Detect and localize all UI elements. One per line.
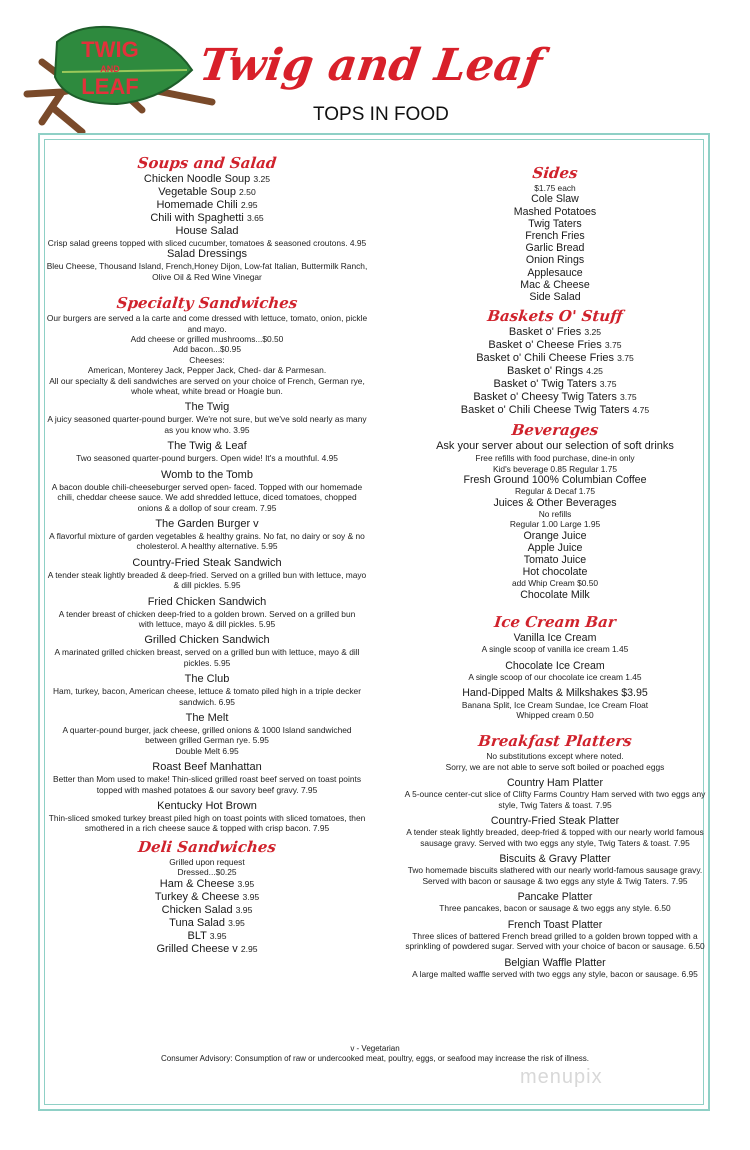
item-text: Free refills with food purchase, dine-in only: [475, 453, 635, 464]
menu-item: [46, 930, 368, 943]
section-specialty-sandwiches: [46, 294, 368, 834]
item-text: Thin-sliced smoked turkey breast piled high on toast points with sliced tomatoes, then smothered in a rich cheese sauce & topped with crisp bacon. 7.95: [48, 813, 366, 834]
item-description: [46, 725, 368, 746]
item-text: A bacon double chili-cheeseburger served open- faced. Topped with our homemade chili, cheddar cheese sauce. We add shredded lettuce, diced tomatoes, chopped onions & a dollop of sour cream. 7.95: [51, 481, 363, 513]
item-description: [402, 578, 708, 588]
menu-item: [402, 660, 708, 672]
menu-item: [46, 248, 368, 261]
menu-item: [402, 365, 708, 378]
menu-item: [402, 291, 708, 303]
item-description: [402, 827, 708, 848]
item-text: Turkey & Cheese: [154, 890, 240, 903]
menu-item: [402, 919, 708, 931]
item-price: 4.75: [632, 405, 650, 416]
item-description: [46, 609, 368, 619]
section-title: Deli Sandwiches: [137, 837, 277, 856]
item-text: Biscuits & Gravy Platter: [499, 853, 611, 866]
item-text: The Club: [184, 673, 230, 686]
menu-item: [46, 761, 368, 774]
item-text: The Twig: [184, 401, 230, 414]
item-description: [46, 619, 368, 629]
item-description: [46, 238, 368, 248]
menu-item: [402, 554, 708, 566]
menu-item: [402, 687, 708, 699]
item-text: Better than Mom used to make! Thin-sliced grilled roast beef served on toast points topped with mashed potatoes & our savory beef gravy. 7.95: [52, 774, 362, 795]
item-description: [46, 261, 368, 282]
item-description: [46, 570, 368, 591]
section-title: Baskets O' Stuff: [486, 307, 624, 326]
menu-item: [402, 254, 708, 266]
menu-item: [46, 800, 368, 813]
item-text: Ham & Cheese: [159, 877, 235, 890]
item-text: Tomato Juice: [523, 554, 587, 567]
left-column: [46, 150, 368, 956]
item-text: Double Melt 6.95: [175, 745, 239, 756]
item-text: No substitutions except where noted.: [486, 751, 624, 762]
item-text: Banana Split, Ice Cream Sundae, Ice Cream Float: [461, 699, 649, 710]
menu-item: [46, 186, 368, 199]
item-description: [402, 751, 708, 761]
menu-item: [402, 777, 708, 789]
item-text: Chicken Noodle Soup: [143, 173, 251, 185]
menu-item: [402, 230, 708, 242]
item-text: All our specialty & deli sandwiches are served on your choice of French, German rye, whole wheat, white bread or Hoagie bun.: [49, 375, 365, 397]
item-text: Onion Rings: [525, 254, 585, 267]
item-description: [402, 789, 708, 810]
item-description: [46, 867, 368, 877]
section-ice-cream-bar: [402, 613, 708, 720]
item-text: Bleu Cheese, Thousand Island, French,Honey Dijon, Low-fat Italian, Buttermilk Ranch, Olive Oil & Red Wine Vinegar: [46, 261, 368, 282]
menu-item: [402, 242, 708, 254]
item-text: with lettuce, mayo & dill pickles. 5.95: [138, 618, 276, 629]
menu-item: [402, 378, 708, 391]
item-price: 3.95: [242, 891, 260, 902]
menu-item: [402, 632, 708, 644]
svg-text:TWIG: TWIG: [81, 37, 139, 62]
menu-item: [402, 352, 708, 365]
item-text: Ask your server about our selection of soft drinks: [436, 440, 674, 453]
section-soups-and-salad: [46, 154, 368, 282]
item-text: Basket o' Cheese Fries: [488, 339, 602, 352]
section-sides: [402, 164, 708, 303]
item-description: [402, 931, 708, 952]
item-text: Mac & Cheese: [520, 278, 590, 291]
item-price: 3.95: [237, 878, 255, 889]
item-price: 3.75: [604, 340, 622, 351]
item-text: Chocolate Ice Cream: [505, 659, 605, 672]
item-description: [402, 865, 708, 886]
menu-item: [46, 518, 368, 531]
item-description: [402, 486, 708, 496]
item-price: 4.25: [586, 366, 603, 377]
menu-item: [46, 557, 368, 570]
item-text: Country Ham Platter: [507, 777, 603, 790]
item-description: [46, 647, 368, 668]
item-text: Pancake Platter: [517, 891, 593, 904]
item-text: French Toast Platter: [507, 918, 603, 931]
item-text: Cheeses:: [189, 354, 225, 365]
item-price: 3.25: [584, 327, 602, 338]
item-description: [402, 672, 708, 682]
item-description: [46, 813, 368, 834]
menu-item: [402, 206, 708, 218]
item-description: [402, 969, 708, 979]
item-text: French Fries: [525, 230, 585, 243]
section-title: Soups and Salad: [136, 154, 278, 172]
item-text: Fried Chicken Sandwich: [147, 595, 267, 608]
item-text: Womb to the Tomb: [161, 468, 253, 481]
item-text: Grilled upon request: [169, 856, 245, 867]
item-price: 3.95: [228, 917, 245, 928]
item-text: American, Monterey Jack, Pepper Jack, Ched- dar & Parmesan.: [87, 365, 327, 376]
item-description: [46, 857, 368, 867]
item-text: Country-Fried Steak Platter: [490, 815, 620, 828]
item-text: No refills: [538, 508, 572, 519]
item-text: A single scoop of vanilla ice cream 1.45: [481, 644, 629, 655]
item-text: Basket o' Fries: [508, 326, 582, 339]
section-title: Ice Cream Bar: [493, 613, 617, 632]
menu-item: [46, 673, 368, 686]
item-text: Orange Juice: [523, 529, 587, 542]
item-text: Ham, turkey, bacon, American cheese, lettuce & tomato piled high in a triple decker sandwich. 6.95: [52, 686, 362, 707]
menu-item: [402, 815, 708, 827]
menu-item: [402, 853, 708, 865]
item-text: Sorry, we are not able to serve soft boiled or poached eggs: [445, 761, 665, 772]
item-description: [46, 746, 368, 756]
item-text: Juices & Other Beverages: [493, 496, 617, 509]
menu-item: [402, 957, 708, 969]
item-description: [46, 355, 368, 365]
item-description: [402, 464, 708, 474]
item-text: Whipped cream 0.50: [516, 709, 594, 720]
item-text: Chocolate Milk: [520, 588, 590, 601]
item-price: 3.25: [253, 174, 271, 184]
menu-item: [402, 326, 708, 339]
item-description: [402, 903, 708, 913]
menu-item: [46, 878, 368, 891]
item-text: Vegetable Soup: [158, 186, 236, 198]
menu-item: [402, 566, 708, 578]
item-description: [46, 313, 368, 334]
menu-item: [46, 199, 368, 212]
item-text: Three slices of battered French bread grilled to a golden brown topped with a sprinkling of powdered sugar. Served with your choice of bacon or sausage. 6.50: [405, 931, 705, 952]
item-text: A tender breast of chicken deep-fried to a golden brown. Served on a grilled bun: [58, 608, 356, 619]
menu-item: [46, 943, 368, 956]
item-text: Belgian Waffle Platter: [504, 956, 606, 969]
menu-item: [46, 225, 368, 238]
item-price: 3.95: [235, 904, 253, 915]
menu-item: [402, 542, 708, 554]
vegetarian-legend: v - Vegetarian: [350, 1044, 400, 1053]
section-title: Beverages: [510, 421, 600, 440]
item-description: [402, 700, 708, 710]
twig-and-leaf-logo: [22, 22, 222, 134]
item-description: [46, 774, 368, 795]
item-text: Three pancakes, bacon or sausage & two eggs any style. 6.50: [439, 903, 671, 914]
item-text: Tuna Salad: [169, 916, 226, 929]
item-text: Apple Juice: [527, 541, 583, 554]
section-baskets-o-stuff: [402, 307, 708, 417]
item-text: Country-Fried Steak Sandwich: [132, 556, 282, 569]
item-price: 3.75: [619, 392, 637, 403]
item-text: Garlic Bread: [525, 242, 585, 255]
item-text: A single scoop of our chocolate ice cream 1.45: [468, 671, 642, 682]
watermark: menupix: [520, 1066, 603, 1088]
item-price: 2.95: [240, 200, 258, 210]
item-description: [402, 710, 708, 720]
item-text: Vanilla Ice Cream: [513, 632, 597, 645]
item-text: Regular 1.00 Large 1.95: [509, 519, 601, 530]
item-text: Hot chocolate: [522, 566, 588, 579]
footer: [100, 1044, 650, 1064]
item-text: Roast Beef Manhattan: [152, 761, 262, 774]
item-description: [402, 183, 708, 193]
consumer-advisory: Consumer Advisory: Consumption of raw or undercooked meat, poultry, eggs, or seafood may increase the risk of illness.: [160, 1054, 590, 1063]
item-description: [402, 644, 708, 654]
tagline: TOPS IN FOOD: [313, 104, 449, 125]
item-text: Add cheese or grilled mushrooms...$0.50: [130, 334, 284, 345]
item-price: 3.65: [246, 213, 264, 223]
item-text: Hand-Dipped Malts & Milkshakes $3.95: [462, 687, 648, 700]
item-description: [46, 414, 368, 435]
item-description: [402, 762, 708, 772]
section-title: Sides: [531, 164, 579, 182]
item-text: Add bacon...$0.95: [173, 344, 241, 355]
item-text: Cole Slaw: [531, 193, 579, 206]
menu-item: [402, 193, 708, 205]
item-description: [46, 686, 368, 707]
item-text: A 5-ounce center-cut slice of Clifty Farms Country Ham served with two eggs any style, Twig Taters & toast. 7.95: [404, 789, 706, 810]
menu-item: [402, 339, 708, 352]
item-text: add Whip Cream $0.50: [511, 578, 599, 589]
item-text: Two seasoned quarter-pound burgers. Open wide! It's a mouthful. 4.95: [76, 453, 338, 464]
menu-item: [46, 634, 368, 647]
svg-text:AND: AND: [100, 64, 120, 74]
menu-item: [46, 596, 368, 609]
menu-item: [46, 401, 368, 414]
menu-item: [402, 440, 708, 453]
item-text: Basket o' Twig Taters: [493, 378, 597, 391]
item-text: Chili with Spaghetti: [150, 212, 244, 224]
item-text: A large malted waffle served with two eggs any style, bacon or sausage. 6.95: [412, 969, 698, 980]
item-text: Homemade Chili: [156, 199, 238, 211]
menu-item: [402, 267, 708, 279]
item-text: Twig Taters: [528, 217, 582, 230]
item-text: Chicken Salad: [161, 903, 233, 916]
menu-item: [46, 212, 368, 225]
menu-item: [402, 279, 708, 291]
item-text: Basket o' Cheesy Twig Taters: [473, 391, 617, 404]
item-text: Mashed Potatoes: [513, 205, 597, 218]
item-text: Salad Dressings: [166, 248, 248, 261]
item-text: Basket o' Rings: [507, 365, 584, 378]
section-title: Breakfast Platters: [477, 732, 633, 751]
item-text: House Salad: [175, 225, 239, 237]
item-text: Basket o' Chili Cheese Fries: [476, 352, 615, 365]
section-title: Specialty Sandwiches: [115, 294, 299, 313]
item-text: Fresh Ground 100% Columbian Coffee: [463, 474, 647, 487]
restaurant-title: Twig and Leaf: [196, 40, 546, 91]
section-beverages: [402, 421, 708, 601]
svg-text:LEAF: LEAF: [81, 74, 139, 99]
item-price: 2.95: [240, 943, 258, 954]
item-description: [46, 453, 368, 463]
item-description: [46, 344, 368, 354]
right-column: [402, 160, 708, 979]
item-price: 3.75: [599, 379, 617, 390]
item-text: A tender steak lightly breaded & deep-fried. Served on a grilled bun with lettuce, mayo & dill pickles. 5.95: [47, 569, 367, 591]
item-text: Side Salad: [529, 291, 581, 304]
item-text: A juicy seasoned quarter-pound burger. We're not sure, but we've sold nearly as many as you know who. 3.95: [47, 414, 367, 435]
item-text: Basket o' Chili Cheese Twig Taters: [460, 404, 630, 417]
item-price: 3.95: [209, 930, 227, 941]
item-text: Regular & Decaf 1.75: [514, 486, 596, 497]
item-text: Applesauce: [527, 266, 583, 279]
item-text: Grilled Cheese v: [156, 942, 241, 955]
item-description: [46, 531, 368, 552]
item-text: Our burgers are served a la carte and come dressed with lettuce, tomato, onion, pickle and mayo.: [46, 313, 368, 334]
item-description: [46, 365, 368, 375]
menu-item: [46, 904, 368, 917]
item-text: The Melt: [185, 711, 229, 724]
item-price: 2.50: [239, 187, 256, 197]
item-text: A quarter-pound burger, jack cheese, grilled onions & 1000 Island sandwiched between grilled German rye. 5.95: [62, 724, 352, 746]
menu-item: [46, 173, 368, 186]
menu-item: [46, 712, 368, 725]
item-text: $1.75 each: [534, 183, 576, 193]
menu-item: [46, 440, 368, 453]
item-text: Grilled Chicken Sandwich: [144, 634, 270, 647]
menu-item: [402, 497, 708, 509]
menu-item: [46, 469, 368, 482]
item-text: The Twig & Leaf: [167, 440, 247, 453]
menu-item: [402, 404, 708, 417]
section-breakfast-platters: [402, 732, 708, 979]
item-text: Two homemade biscuits slathered with our nearly world-famous sausage gravy. Served with bacon or sausage & two eggs any style & Twig Taters. 7.95: [407, 865, 703, 886]
item-description: [46, 482, 368, 513]
item-description: [402, 509, 708, 519]
item-price: 3.75: [617, 353, 634, 364]
item-text: A marinated grilled chicken breast, served on a grilled bun with lettuce, mayo & dill pickles. 5.95: [54, 647, 360, 668]
menu-item: [402, 891, 708, 903]
item-description: [402, 453, 708, 463]
item-text: Crisp salad greens topped with sliced cucumber, tomatoes & seasoned croutons. 4.95: [47, 238, 367, 248]
menu-item: [402, 530, 708, 542]
item-description: [46, 334, 368, 344]
item-text: Kid's beverage 0.85 Regular 1.75: [492, 463, 618, 474]
item-description: [402, 519, 708, 529]
section-deli-sandwiches: [46, 838, 368, 956]
item-text: A flavorful mixture of garden vegetables & healthy grains. No fat, no dairy or soy & no cholesterol. A healthy alternative. 5.95: [49, 530, 365, 552]
item-description: [46, 376, 368, 397]
menu-item: [402, 218, 708, 230]
menu-item: [402, 589, 708, 601]
menu-item: [46, 917, 368, 930]
menu-item: [402, 391, 708, 404]
item-text: A tender steak lightly breaded, deep-fried & topped with our nearly world famous sausage gravy. Served with two eggs any style, Twig Taters & toast. 7.95: [406, 827, 704, 848]
menu-item: [46, 891, 368, 904]
item-text: Kentucky Hot Brown: [157, 800, 257, 812]
item-text: BLT: [187, 929, 207, 942]
menu-item: [402, 474, 708, 486]
item-text: The Garden Burger v: [155, 517, 259, 530]
item-text: Dressed...$0.25: [177, 867, 237, 878]
